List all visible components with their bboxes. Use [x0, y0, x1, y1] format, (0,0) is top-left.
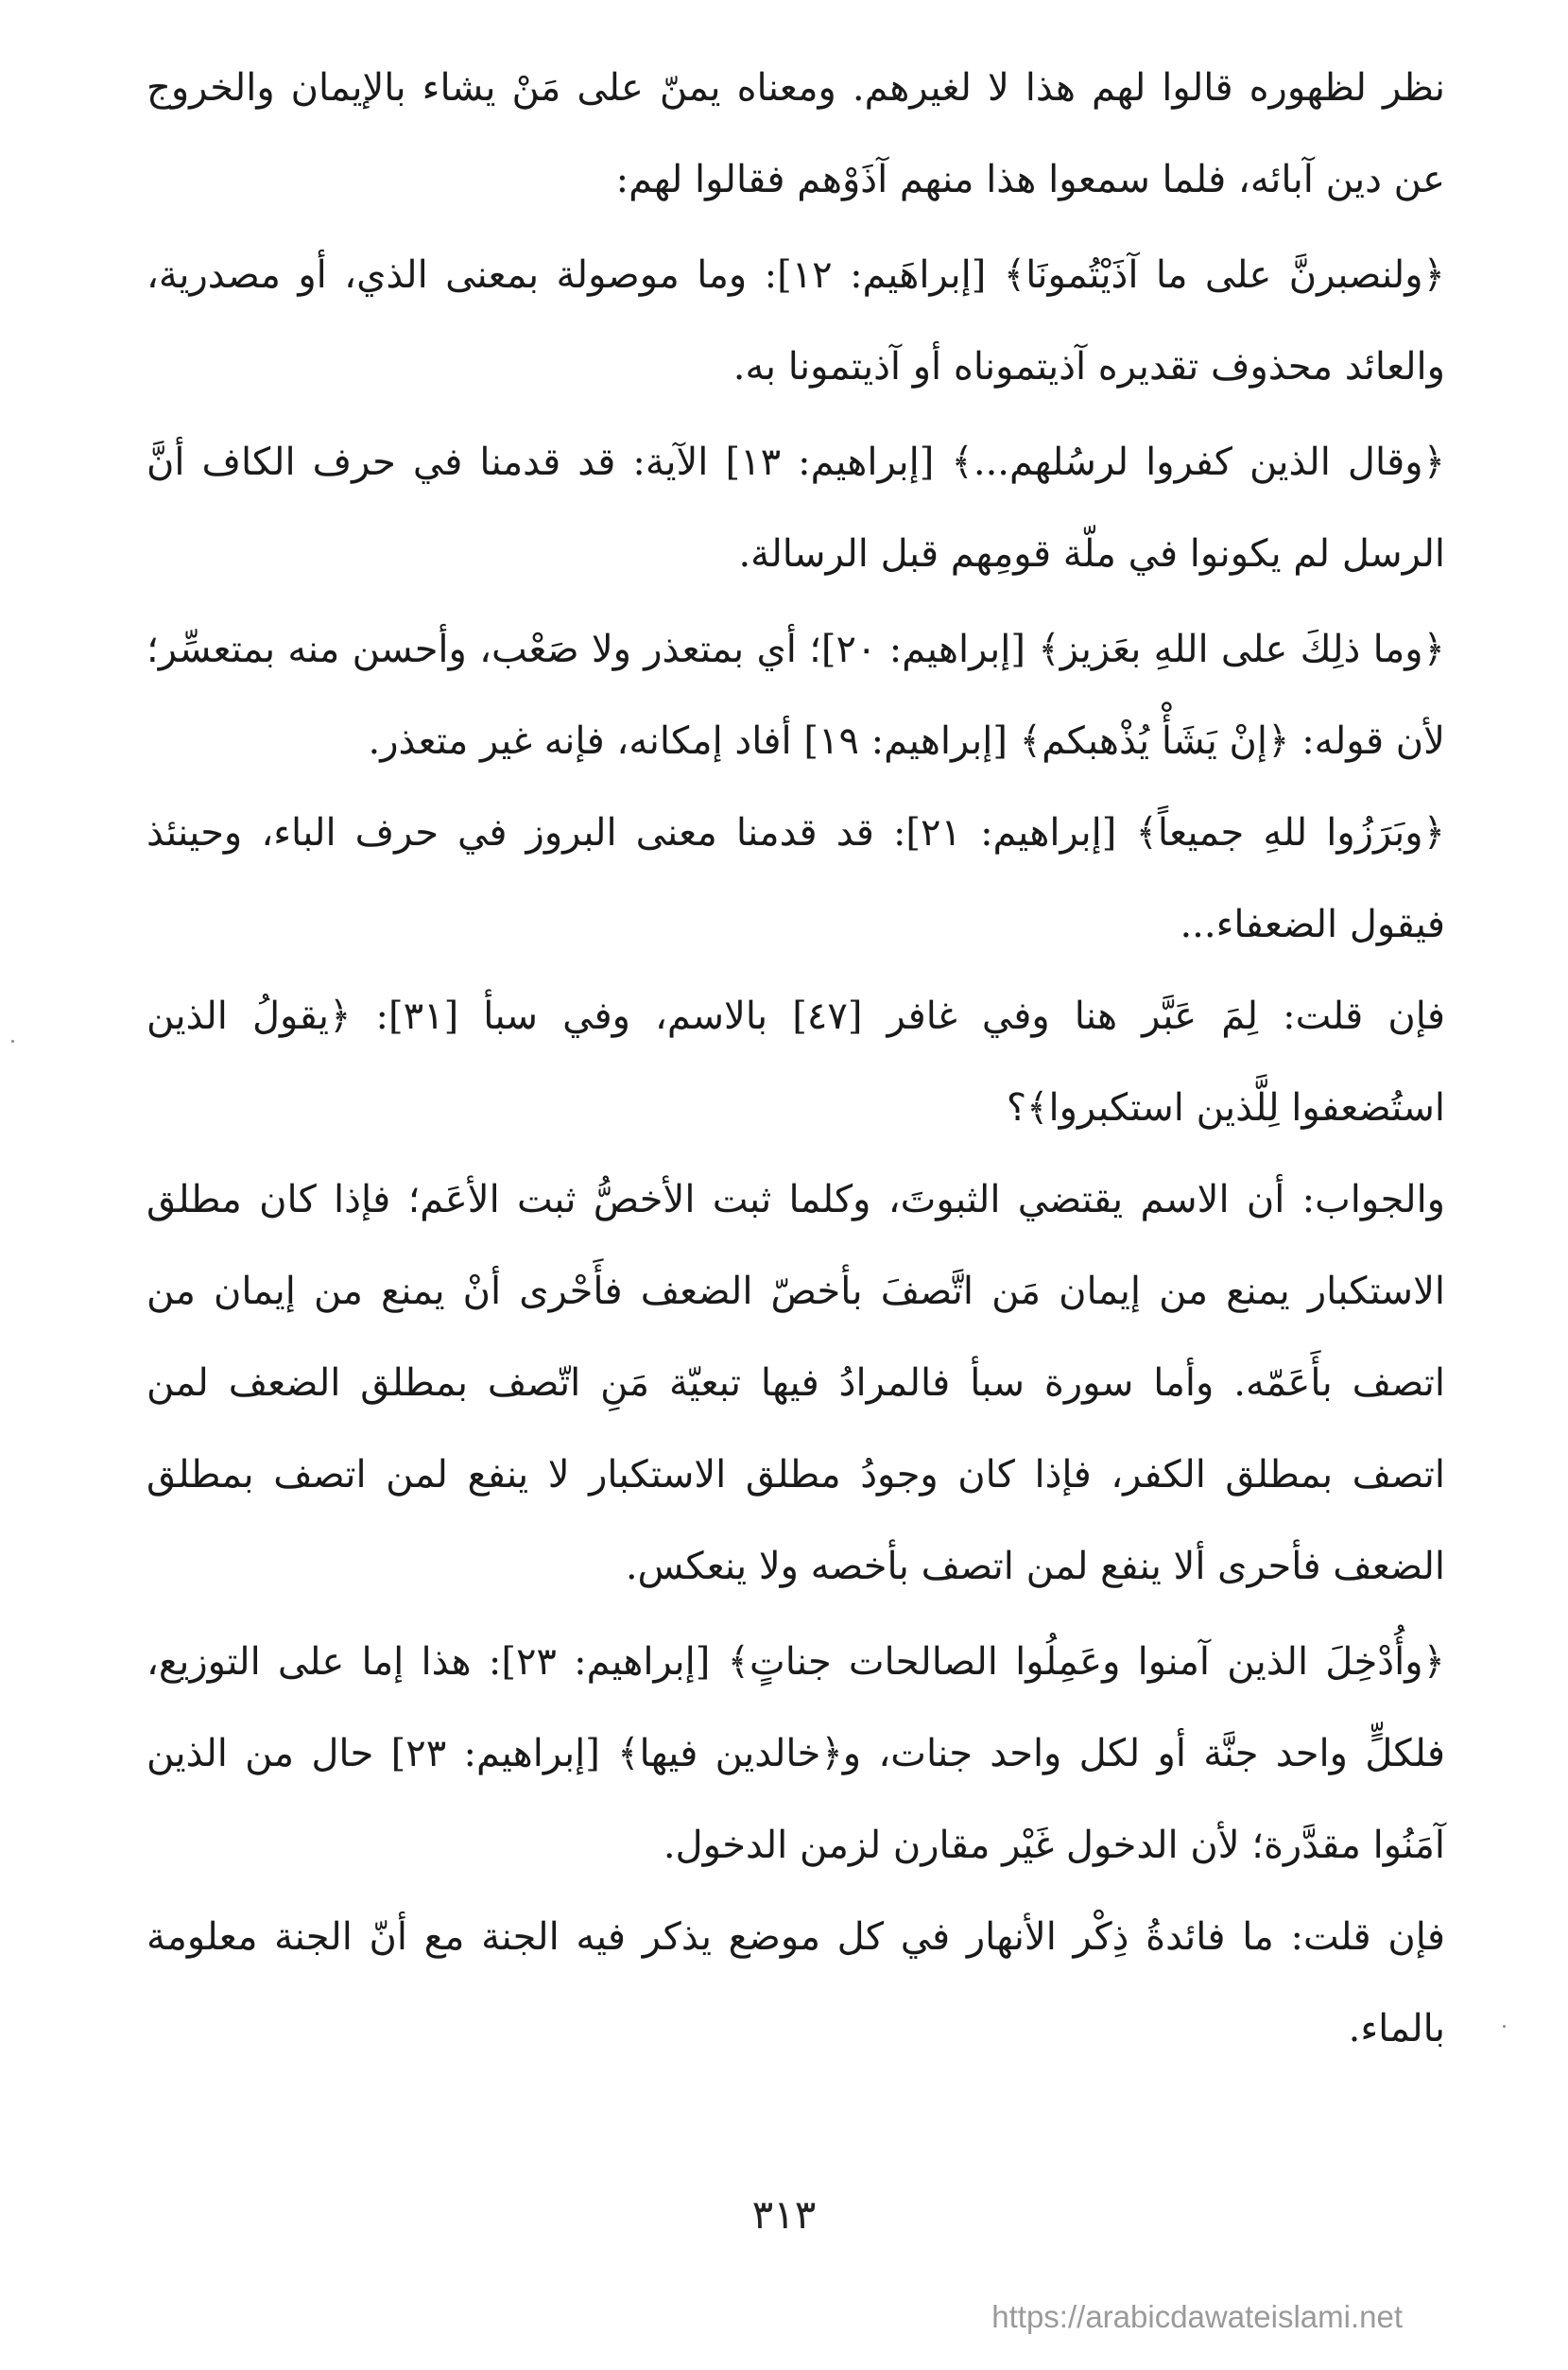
- paragraph-9: فإن قلت: ما فائدةُ ذِكْر الأنهار في كل موضع يذكر فيه الجنة مع أنّ الجنة معلومة بالماء.: [146, 1915, 1445, 2050]
- paragraph-6: فإن قلت: لِمَ عَبَّر هنا وفي غافر [٤٧] بالاسم، وفي سبأ [٣١]: ﴿يقولُ الذين استُضعفوا لِلَّذين استكبروا﴾؟: [146, 995, 1445, 1130]
- page-number: ٣١٣: [751, 2191, 817, 2238]
- paragraph-2: ﴿ولنصبرنَّ على ما آذَيْتُمونَا﴾ [إبراهَيم: ١٢]: وما موصولة بمعنى الذي، أو مصدرية، والعائد محذوف تقديره آذيتموناه أو آذيتمونا به.: [146, 253, 1445, 389]
- paragraph-8: ﴿وأُدْخِلَ الذين آمنوا وعَمِلُوا الصالحات جناتٍ﴾ [إبراهيم: ٢٣]: هذا إما على التوزيع، فلكلٍّ واحد جنَّة أو لكل واحد جنات، و﴿خالدين فيها﴾ [إبراهيم: ٢٣] حال من الذين آمَنُوا مقدَّرة؛ لأن الدخول غَيْر مقارن لزمن الدخول.: [146, 1640, 1445, 1867]
- body-text: [146, 43, 1445, 2075]
- scan-speck: [1503, 2025, 1506, 2028]
- watermark-url: https://arabicdawateislami.net: [991, 2299, 1403, 2334]
- paragraph-7: والجواب: أن الاسم يقتضي الثبوتَ، وكلما ثبت الأخصُّ ثبت الأعَم؛ فإذا كان مطلق الاستكبار يمنع من إيمان مَن اتَّصفَ بأخصّ الضعف فأَحْرى أنْ يمنع من إيمان من اتصف بأَعَمّه. وأما سورة سبأ فالمرادُ فيها تبعيّة مَنِ اتّصف بمطلق الضعف لمن اتصف بمطلق الكفر، فإذا كان وجودُ مطلق الاستكبار لا ينفع لمن اتصف بمطلق الضعف فأحرى ألا ينفع لمن اتصف بأخصه ولا ينعكس.: [146, 1178, 1445, 1588]
- paragraph-3: ﴿وقال الذين كفروا لرسُلهم...﴾ [إبراهيم: ١٣] الآية: قد قدمنا في حرف الكاف أنَّ الرسل لم يكونوا في ملّة قومِهم قبل الرسالة.: [146, 441, 1446, 576]
- paragraph-4: ﴿وما ذلِكَ على اللهِ بعَزيز﴾ [إبراهيم: ٢٠]؛ أي بمتعذر ولا صَعْب، وأحسن منه بمتعسِّر؛ لأن قوله: ﴿إنْ يَشَأْ يُذْهبكم﴾ [إبراهيم: ١٩] أفاد إمكانه، فإنه غير متعذر.: [146, 628, 1445, 763]
- paragraph-1: نظر لظهوره قالوا لهم هذا لا لغيرهم. ومعناه يمنّ على مَنْ يشاء بالإيمان والخروج عن دين آبائه، فلما سمعوا هذا منهم آذَوْهم فقالوا لهم:: [146, 66, 1445, 201]
- scan-speck: [11, 1040, 14, 1043]
- paragraph-5: ﴿وبَرَزُوا للهِ جميعاً﴾ [إبراهيم: ٢١]: قد قدمنا معنى البروز في حرف الباء، وحينئذ فيقول الضعفاء...: [146, 811, 1445, 946]
